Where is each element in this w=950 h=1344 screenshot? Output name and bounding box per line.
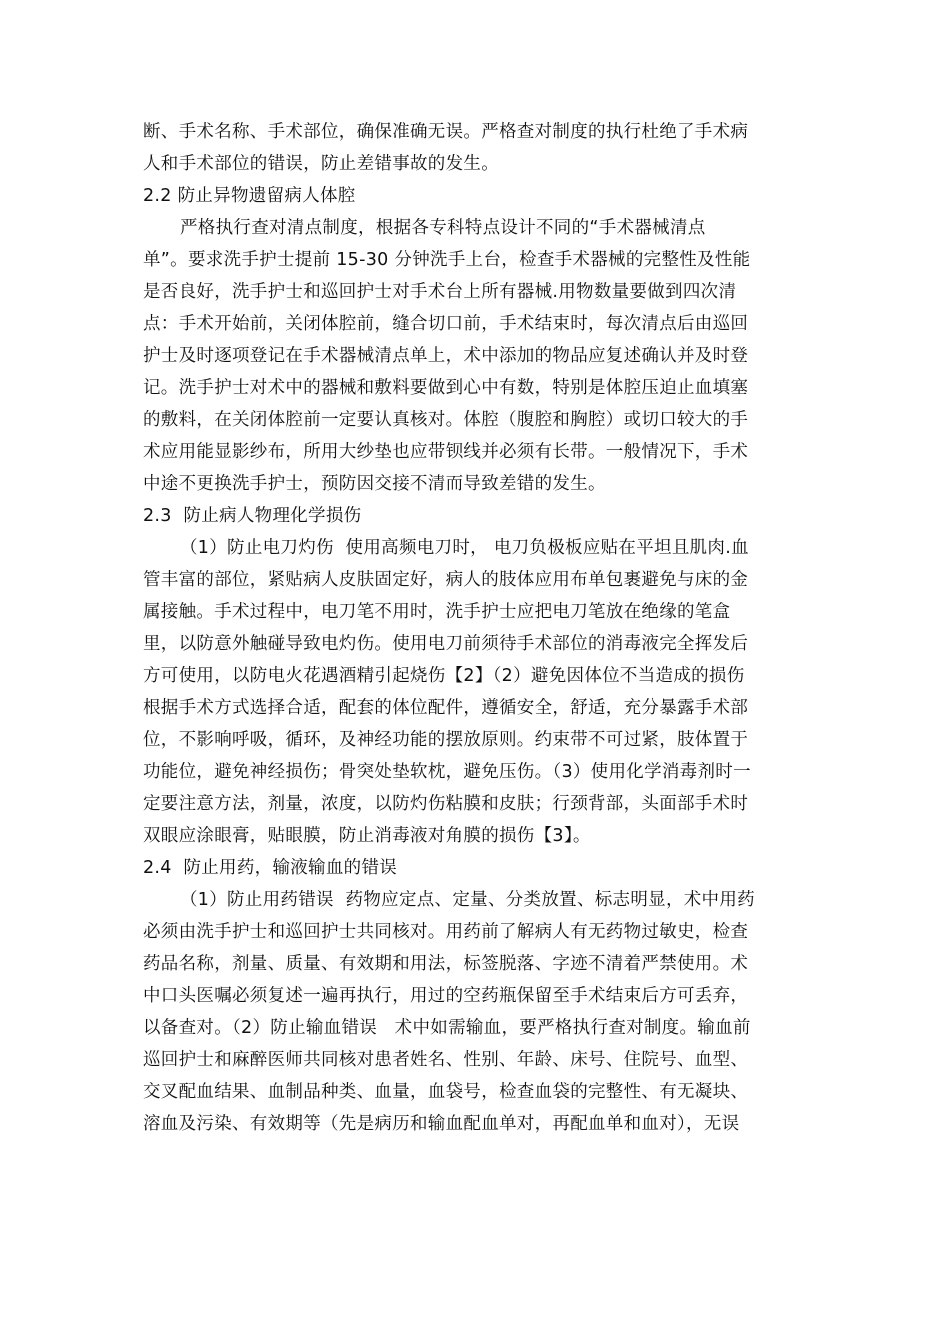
paragraph-line: 溶血及污染、有效期等（先是病历和输血配血单对，再配血单和血对），无误	[143, 1114, 740, 1134]
paragraph-line: 以备查对。（2）防止输血错误 术中如需输血，要严格执行查对制度。输血前	[143, 1018, 751, 1038]
paragraph-line: 属接触。手术过程中，电刀笔不用时，洗手护士应把电刀笔放在绝缘的笔盒	[143, 602, 731, 622]
paragraph-line: 管丰富的部位，紧贴病人皮肤固定好，病人的肢体应用布单包裹避免与床的金	[143, 570, 749, 590]
section-heading: 2.3 防止病人物理化学损伤	[143, 506, 362, 526]
paragraph-line: 交叉配血结果、血制品种类、血量，血袋号，检查血袋的完整性、有无凝块、	[143, 1082, 749, 1102]
paragraph-line: 记。洗手护士对术中的器械和敷料要做到心中有数，特别是体腔压迫止血填塞	[143, 378, 749, 398]
paragraph-line: 药品名称，剂量、质量、有效期和用法，标签脱落、字迹不清着严禁使用。术	[143, 954, 749, 974]
paragraph-line: 必须由洗手护士和巡回护士共同核对。用药前了解病人有无药物过敏史，检查	[143, 922, 749, 942]
paragraph-line: 点：手术开始前，关闭体腔前，缝合切口前，手术结束时，每次清点后由巡回	[143, 314, 749, 334]
paragraph-line: 护士及时逐项登记在手术器械清点单上，术中添加的物品应复述确认并及时登	[143, 346, 749, 366]
paragraph-line: 位，不影响呼吸，循环，及神经功能的摆放原则。约束带不可过紧，肢体置于	[143, 730, 749, 750]
paragraph-line: 中口头医嘱必须复述一遍再执行，用过的空药瓶保留至手术结束后方可丢弃，	[143, 986, 749, 1006]
paragraph-line: 方可使用，以防电火花遇酒精引起烧伤【2】（2）避免因体位不当造成的损伤	[143, 666, 745, 686]
paragraph-line: 人和手术部位的错误，防止差错事故的发生。	[143, 154, 499, 174]
paragraph-line: 巡回护士和麻醉医师共同核对患者姓名、性别、年龄、床号、住院号、血型、	[143, 1050, 749, 1070]
paragraph-line: （1）防止用药错误 药物应定点、定量、分类放置、标志明显，术中用药	[180, 890, 755, 910]
paragraph-line: （1）防止电刀灼伤 使用高频电刀时， 电刀负极板应贴在平坦且肌肉.血	[180, 538, 749, 558]
paragraph-line: 根据手术方式选择合适，配套的体位配件，遵循安全，舒适，充分暴露手术部	[143, 698, 749, 718]
paragraph-line: 里，以防意外触碰导致电灼伤。使用电刀前须待手术部位的消毒液完全挥发后	[143, 634, 749, 654]
paragraph-line: 单”。要求洗手护士提前 15-30 分钟洗手上台，检查手术器械的完整性及性能	[143, 250, 751, 270]
paragraph-line: 严格执行查对清点制度，根据各专科特点设计不同的“手术器械清点	[180, 218, 706, 238]
paragraph-line: 断、手术名称、手术部位，确保准确无误。严格查对制度的执行杜绝了手术病	[143, 122, 749, 142]
paragraph-line: 功能位，避免神经损伤；骨突处垫软枕，避免压伤。（3）使用化学消毒剂时一	[143, 762, 751, 782]
paragraph-line: 的敷料，在关闭体腔前一定要认真核对。体腔（腹腔和胸腔）或切口较大的手	[143, 410, 749, 430]
section-heading: 2.2 防止异物遗留病人体腔	[143, 186, 356, 206]
paragraph-line: 双眼应涂眼膏，贴眼膜，防止消毒液对角膜的损伤【3】。	[143, 826, 591, 846]
paragraph-line: 定要注意方法，剂量，浓度，以防灼伤粘膜和皮肤；行颈背部，头面部手术时	[143, 794, 749, 814]
paragraph-line: 中途不更换洗手护士，预防因交接不清而导致差错的发生。	[143, 474, 606, 494]
section-heading: 2.4 防止用药，输液输血的错误	[143, 858, 398, 878]
paragraph-line: 术应用能显影纱布，所用大纱垫也应带钡线并必须有长带。一般情况下，手术	[143, 442, 749, 462]
paragraph-line: 是否良好，洗手护士和巡回护士对手术台上所有器械.用物数量要做到四次清	[143, 282, 737, 302]
